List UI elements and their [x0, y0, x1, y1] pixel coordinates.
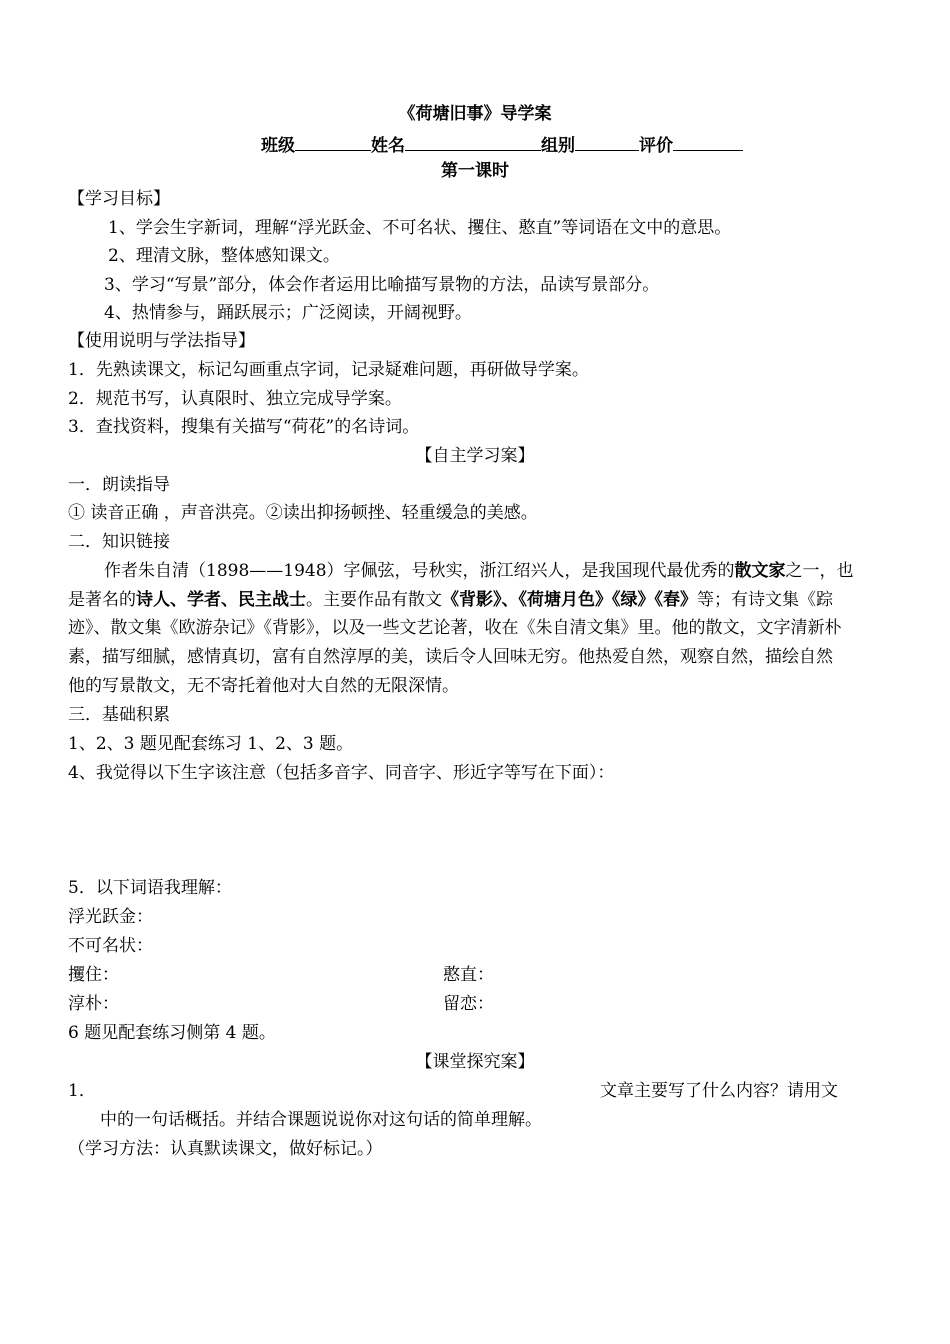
usage-heading: 【使用说明与学法指导】: [68, 331, 255, 351]
name-label: 姓名: [371, 136, 405, 156]
group-blank[interactable]: [575, 133, 639, 151]
knowledge-text: 。主要作品有散文: [306, 590, 442, 610]
knowledge-emphasis: 散文家: [734, 561, 786, 581]
goal-item: 2、理清文脉，整体感知课文。: [108, 246, 340, 266]
basics-heading: 三．基础积累: [68, 705, 170, 725]
basics-item: 4、我觉得以下生字该注意（包括多音字、同音字、形近字等写在下面）：: [68, 763, 615, 783]
knowledge-emphasis: 《背影》、《荷塘月色》《绿》《春》: [442, 590, 697, 610]
usage-item: 2．规范书写，认真限时、独立完成导学案。: [68, 389, 402, 409]
knowledge-text: 之一，也: [785, 561, 854, 581]
lesson-title: 第一课时: [441, 161, 509, 181]
knowledge-line: [68, 589, 833, 611]
usage-item: 3．查找资料，搜集有关描写“荷花”的名诗词。: [68, 417, 420, 437]
doc-title: 《荷塘旧事》导学案: [398, 104, 552, 124]
class-explore-heading: 【课堂探究案】: [415, 1052, 535, 1072]
usage-item: 1．先熟读课文，标记勾画重点字词，记录疑难问题，再研做导学案。: [68, 360, 589, 380]
word-item: 不可名状：: [68, 936, 153, 956]
question-number: 1．: [68, 1081, 96, 1101]
word-item: 浮光跃金：: [68, 907, 153, 927]
word-item: 攫住：: [68, 965, 119, 985]
eval-blank[interactable]: [673, 133, 743, 151]
name-blank[interactable]: [405, 133, 541, 151]
knowledge-line: [104, 560, 854, 582]
knowledge-line: 他的写景散文，无不寄托着他对大自然的无限深情。: [68, 676, 459, 696]
group-label: 组别: [541, 136, 575, 156]
student-info-line: [261, 133, 743, 157]
knowledge-text: 等；有诗文集《踪: [697, 590, 833, 610]
goal-item: 1、学会生字新词，理解“浮光跃金、不可名状、攫住、憨直”等词语在文中的意思。: [108, 218, 732, 238]
goals-heading: 【学习目标】: [68, 189, 170, 209]
word-item: 憨直：: [443, 965, 494, 985]
method-note: （学习方法：认真默读课文，做好标记。）: [68, 1139, 383, 1159]
basics-item: 6 题见配套练习侧第 4 题。: [68, 1023, 276, 1043]
goal-item: 4、热情参与，踊跃展示；广泛阅读，开阔视野。: [104, 303, 472, 323]
goal-item: 3、学习“写景”部分，体会作者运用比喻描写景物的方法，品读写景部分。: [104, 275, 660, 295]
class-label: 班级: [261, 136, 295, 156]
knowledge-heading: 二．知识链接: [68, 532, 170, 552]
reading-text: ① 读音正确 ，声音洪亮。②读出抑扬顿挫、轻重缓急的美感。: [68, 503, 538, 523]
eval-label: 评价: [639, 136, 673, 156]
knowledge-emphasis: 诗人、学者、民主战士: [136, 590, 306, 610]
knowledge-line: 素，描写细腻，感情真切，富有自然淳厚的美，读后令人回味无穷。他热爱自然，观察自然，描绘自然: [68, 647, 833, 667]
self-study-heading: 【自主学习案】: [415, 446, 535, 466]
knowledge-line: 迹》、散文集《欧游杂记》《背影》，以及一些文艺论著，收在《朱自清文集》里。他的散文，文字清新朴: [68, 618, 842, 638]
basics-item: 5．以下词语我理解：: [68, 878, 232, 898]
question-text: 中的一句话概括。并结合课题说说你对这句话的简单理解。: [100, 1110, 542, 1130]
word-item: 留恋：: [443, 994, 494, 1014]
knowledge-text: 作者朱自清（1898——1948）字佩弦，号秋实，浙江绍兴人，是我国现代最优秀的: [104, 561, 735, 581]
class-blank[interactable]: [295, 133, 371, 151]
reading-heading: 一．朗读指导: [68, 475, 170, 495]
word-item: 淳朴：: [68, 994, 119, 1014]
knowledge-text: 是著名的: [68, 590, 136, 610]
question-text: 文章主要写了什么内容？请用文: [600, 1081, 838, 1101]
basics-item: 1、2、3 题见配套练习 1、2、3 题。: [68, 734, 354, 754]
